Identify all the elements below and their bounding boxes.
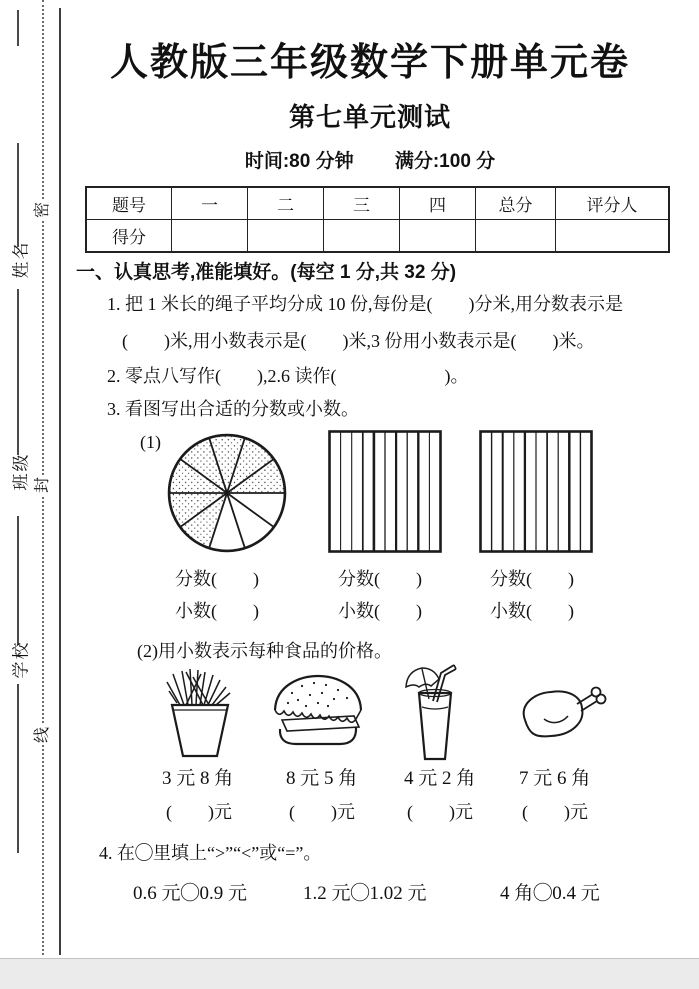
unit-subtitle: 第七单元测试 [288,102,451,132]
square2-fraction-blank: 分数( ) [490,569,574,589]
fraction-circle-figure [166,432,288,554]
time-label: 时间:80 分钟 [244,151,354,172]
drink-price: 4 元 2 角 [404,768,476,789]
margin-blank-line [17,10,19,46]
class-blank-line [17,289,19,455]
section-one-heading: 一、认真思考,准能填好。(每空 1 分,共 32 分) [76,262,457,283]
school-blank-line [17,516,19,645]
circle-fraction-blank: 分数( ) [175,569,259,589]
col-part-2: 二 [248,187,324,220]
class-field-label: 班级 [11,452,31,491]
chicken-leg-decimal-blank: ( )元 [522,802,588,822]
question-4-heading: 4. 在◯里填上“>”“<”或“=”。 [99,843,322,863]
question-4-item-3: 4 角◯0.4 元 [500,883,600,904]
question-3-part-1-label: (1) [140,432,161,452]
seal-char-feng: 封 [34,477,51,494]
fraction-square-figure-1 [328,430,442,553]
score-cell-4 [400,220,476,253]
hamburger-icon [270,673,366,751]
score-cell-grader [556,220,670,253]
col-part-4: 四 [400,187,476,220]
time-score-line [60,150,680,174]
question-3-part-2-heading: (2)用小数表示每种食品的价格。 [137,641,392,661]
score-cell-2 [248,220,324,253]
hamburger-decimal-blank: ( )元 [289,802,355,822]
seal-char-xian: 线 [34,727,51,744]
circle-decimal-blank: 小数( ) [175,601,259,621]
chicken-leg-price: 7 元 6 角 [519,768,591,789]
question-1-line-2: ( )米,用小数表示是( )米,3 份用小数表示是( )米。 [122,331,595,351]
square2-decimal-blank: 小数( ) [490,601,574,621]
page-bottom-edge [0,958,699,989]
row-label-score: 得分 [86,220,172,253]
col-grader: 评分人 [556,187,670,220]
col-total: 总分 [476,187,556,220]
name-field-label: 姓名 [11,240,31,279]
fries-icon [159,665,239,760]
fraction-square-figure-2 [479,430,593,553]
page-title: 人教版三年级数学下册单元卷 [109,42,630,84]
drink-icon [402,659,464,767]
drink-decimal-blank: ( )元 [407,802,473,822]
question-3-heading: 3. 看图写出合适的分数或小数。 [107,399,359,419]
col-question-number: 题号 [86,187,172,220]
square1-fraction-blank: 分数( ) [338,569,422,589]
score-cell-3 [324,220,400,253]
score-table-header-row [86,187,669,220]
chicken-leg-icon [516,684,608,744]
school-field-label: 学校 [11,640,31,679]
score-cell-total [476,220,556,253]
school-blank-line-2 [17,684,19,853]
fries-decimal-blank: ( )元 [166,802,232,822]
question-1-line-1: 1. 把 1 米长的绳子平均分成 10 份,每份是( )分米,用分数表示是 [107,294,623,314]
name-blank-line [17,143,19,247]
score-table-score-row [86,220,669,253]
col-part-1: 一 [172,187,248,220]
question-4-item-2: 1.2 元◯1.02 元 [303,883,427,904]
seal-char-mi: 密 [34,202,51,219]
fries-price: 3 元 8 角 [162,768,234,789]
score-cell-1 [172,220,248,253]
hamburger-price: 8 元 5 角 [286,768,358,789]
score-table [85,186,670,253]
question-2: 2. 零点八写作( ),2.6 读作( )。 [107,366,469,386]
full-score-label: 满分:100 分 [394,151,496,172]
question-4-item-1: 0.6 元◯0.9 元 [133,883,248,904]
col-part-3: 三 [324,187,400,220]
square1-decimal-blank: 小数( ) [338,601,422,621]
